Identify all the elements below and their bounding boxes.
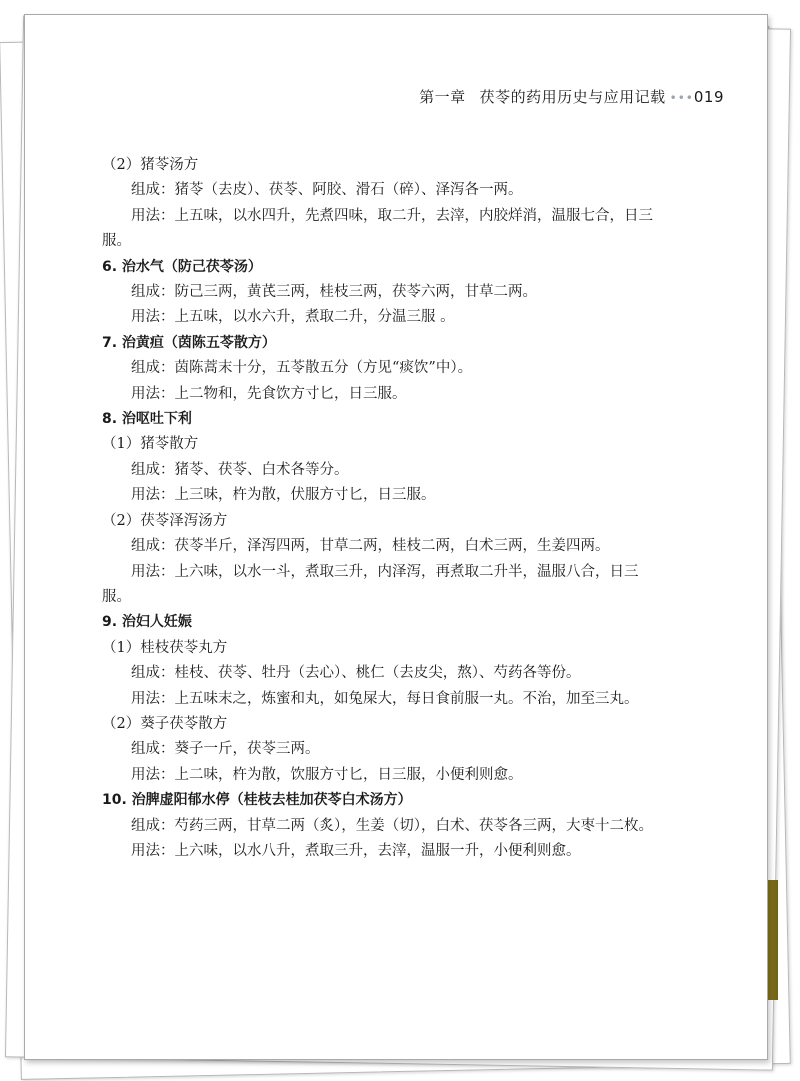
body-paragraph: 组成：防己三两，黄芪三两，桂枝三两，茯苓六两，甘草二两。 bbox=[131, 284, 537, 301]
body-paragraph: 组成：桂枝、茯苓、牡丹（去心）、桃仁（去皮尖，熬）、芍药各等份。 bbox=[131, 665, 581, 682]
body-paragraph: 用法：上六味，以水一斗，煮取三升，内泽泻，再煮取二升半，温服八合，日三服。 bbox=[102, 563, 639, 605]
body-paragraph: 组成：猪苓（去皮）、茯苓、阿胶、滑石（碎）、泽泻各一两。 bbox=[131, 182, 523, 199]
body-paragraph: 用法：上五味，以水六升，煮取二升，分温三服 。 bbox=[131, 309, 455, 326]
body-paragraph: 组成：茵陈蒿末十分，五苓散五分（方见“痰饮”中）。 bbox=[131, 360, 473, 377]
chapter-label: 第一章 bbox=[419, 88, 466, 106]
body-paragraph: 组成：葵子一斤，茯苓三两。 bbox=[131, 741, 320, 758]
body-paragraph: 组成：猪苓、茯苓、白术各等分。 bbox=[131, 461, 349, 478]
body-paragraph: 用法：上三味，杵为散，伏服方寸匕，日三服。 bbox=[131, 487, 436, 504]
section-heading: 10. 治脾虚阳郁水停（桂枝去桂加茯苓白术汤方） bbox=[102, 792, 412, 809]
body-paragraph: 用法：上二物和，先食饮方寸匕，日三服。 bbox=[131, 385, 407, 402]
page-body bbox=[102, 153, 662, 864]
page-number: 019 bbox=[693, 88, 724, 106]
body-paragraph: 组成：芍药三两，甘草二两（炙），生姜（切），白术、茯苓各三两，大枣十二枚。 bbox=[131, 817, 653, 834]
formula-title: （1）桂枝茯苓丸方 bbox=[102, 639, 228, 656]
body-paragraph: 用法：上五味末之，炼蜜和丸，如兔屎大，每日食前服一丸。不治，加至三丸。 bbox=[131, 690, 639, 707]
formula-title: （1）猪苓散方 bbox=[102, 436, 199, 453]
section-heading: 6. 治水气（防己茯苓汤） bbox=[102, 258, 262, 275]
section-heading: 8. 治呕吐下利 bbox=[102, 411, 192, 428]
body-paragraph: 用法：上二味，杵为散，饮服方寸匕，日三服，小便利则愈。 bbox=[131, 766, 523, 783]
header-dots: ••• bbox=[669, 91, 694, 105]
chapter-title: 茯苓的药用历史与应用记载 bbox=[479, 88, 666, 106]
body-paragraph: 用法：上六味，以水八升，煮取三升，去滓，温服一升，小便利则愈。 bbox=[131, 842, 581, 859]
section-heading: 9. 治妇人妊娠 bbox=[102, 614, 192, 631]
running-header bbox=[419, 86, 724, 107]
formula-title: （2）猪苓汤方 bbox=[102, 157, 199, 173]
formula-title: （2）葵子茯苓散方 bbox=[102, 715, 228, 732]
body-paragraph: 组成：茯苓半斤，泽泻四两，甘草二两，桂枝二两，白术三两，生姜四两。 bbox=[131, 538, 610, 555]
body-paragraph: 用法：上五味，以水四升，先煮四味，取二升，去滓，内胶烊消，温服七合，日三服。 bbox=[102, 207, 653, 250]
formula-title: （2）茯苓泽泻汤方 bbox=[102, 512, 228, 529]
section-heading: 7. 治黄疸（茵陈五苓散方） bbox=[102, 334, 276, 351]
